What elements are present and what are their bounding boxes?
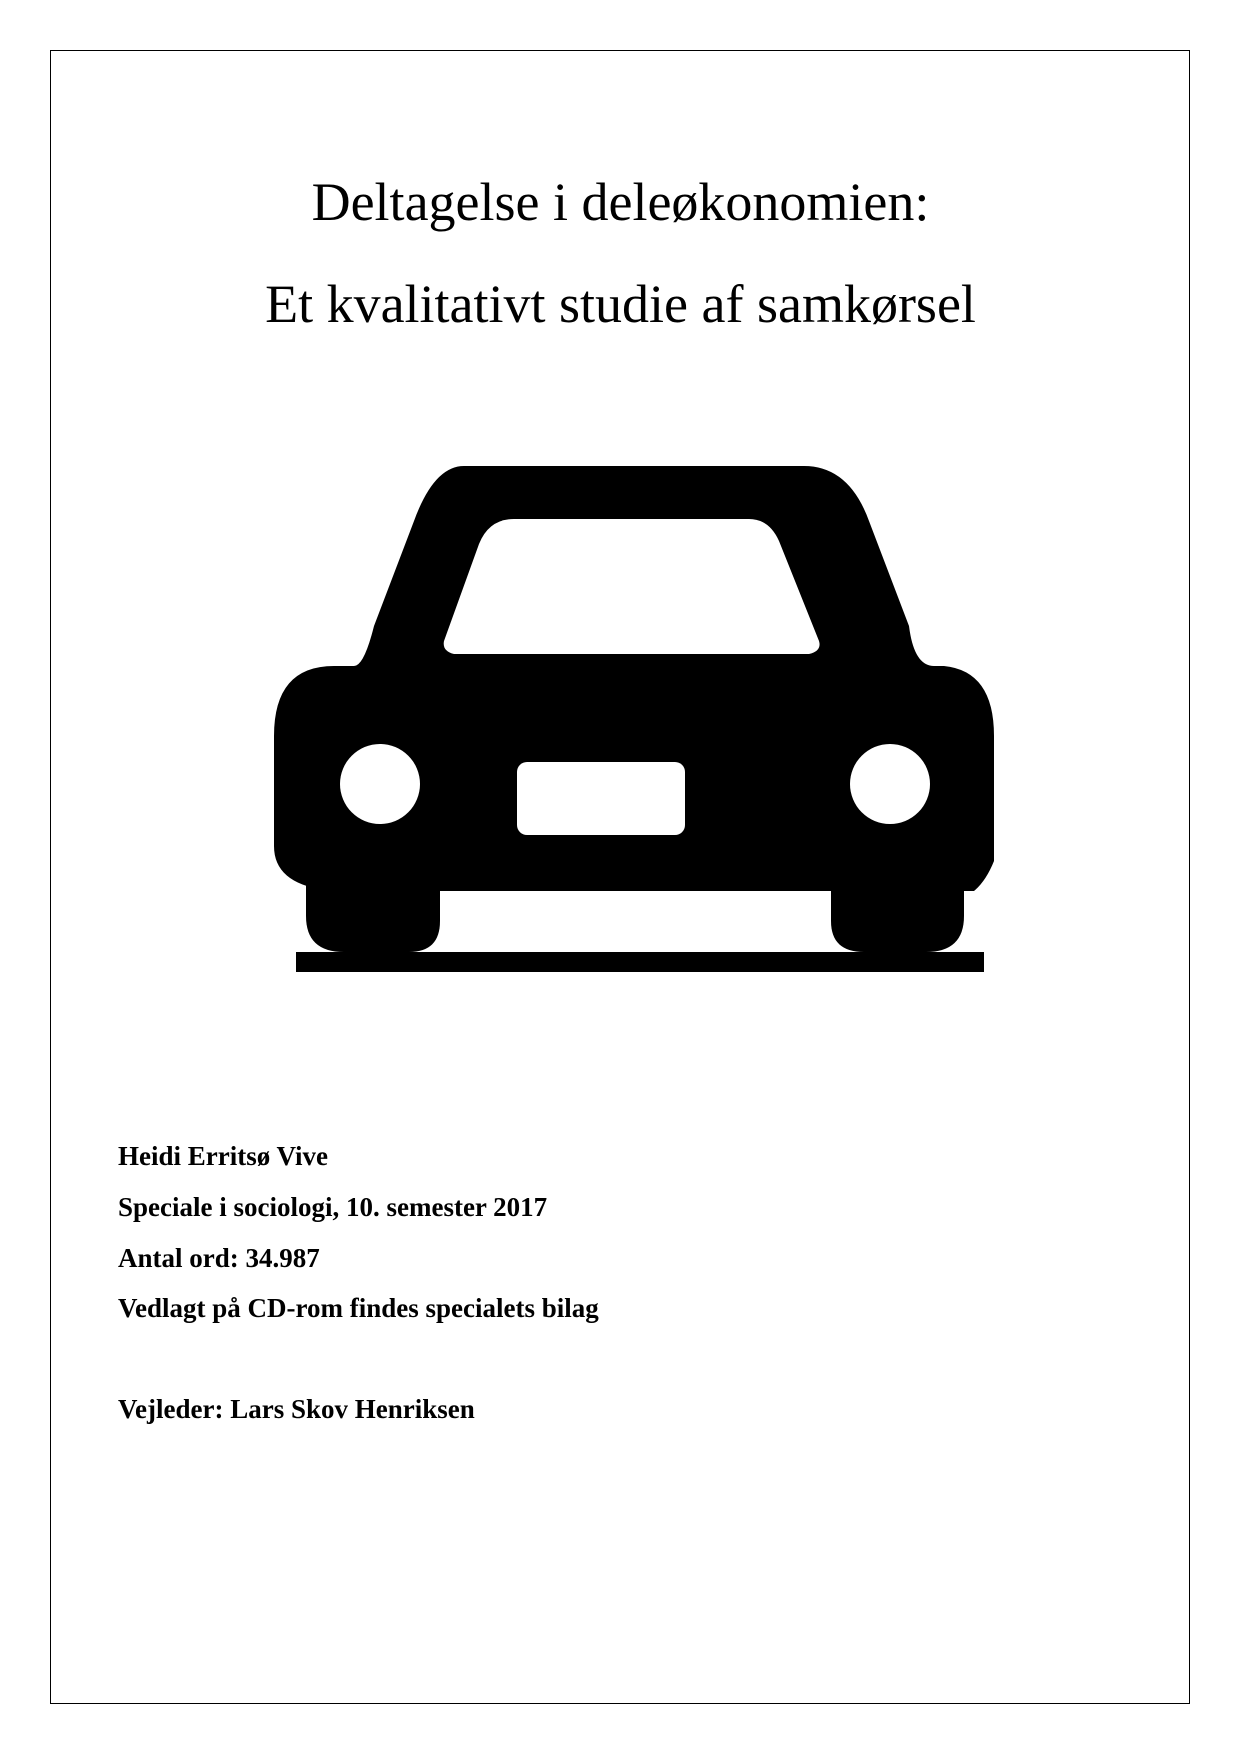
attachment-note: Vedlagt på CD-rom findes specialets bilag: [118, 1293, 599, 1323]
title-line-1: Deltagelse i deleøkonomien:: [311, 172, 930, 232]
program-line: Speciale i sociologi, 10. semester 2017: [118, 1192, 548, 1222]
left-wheel: [306, 866, 440, 952]
author-name: Heidi Erritsø Vive: [118, 1141, 328, 1171]
right-headlight: [850, 744, 930, 824]
ground-line: [296, 952, 984, 972]
supervisor-line: Vejleder: Lars Skov Henriksen: [118, 1394, 475, 1424]
left-headlight: [340, 744, 420, 824]
windshield: [444, 519, 820, 654]
word-count: Antal ord: 34.987: [118, 1243, 320, 1273]
right-wheel: [831, 866, 964, 952]
car-icon: [274, 466, 994, 972]
license-plate: [517, 762, 685, 835]
title-line-2: Et kvalitativt studie af samkørsel: [265, 274, 976, 334]
